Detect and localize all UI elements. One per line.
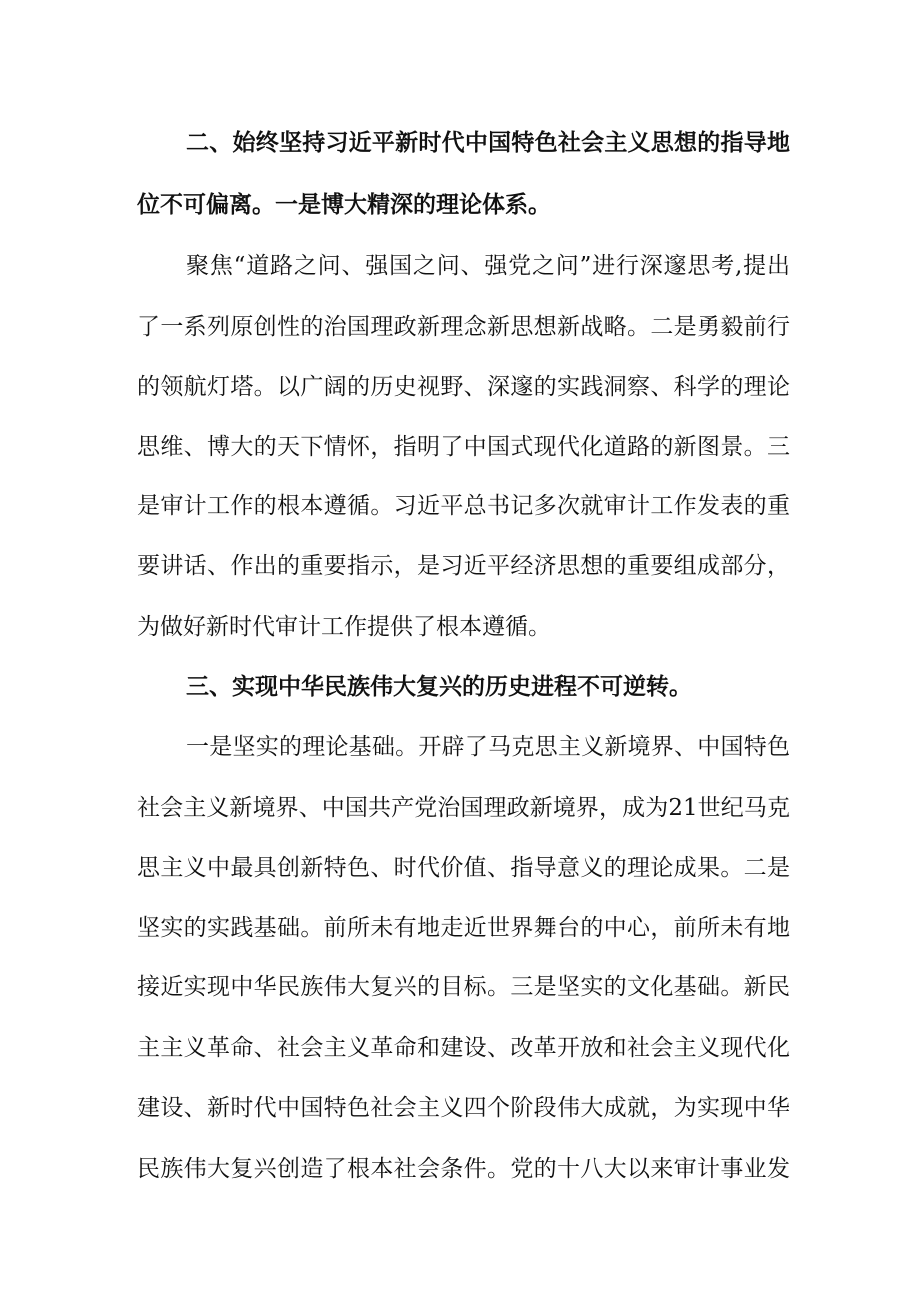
paragraph-line: 接近实现中华民族伟大复兴的目标。三是坚实的文化基础。新民 [137,974,790,1000]
paragraph-line: 思主义中最具创新特色、时代价值、指导意义的理论成果。二是 [137,855,790,881]
paragraph-line: 聚焦“道路之问、强国之问、强党之问”进行深邃思考,提出 [186,253,790,279]
paragraph-line: 的领航灯塔。以广阔的历史视野、深邃的实践洞察、科学的理论 [137,374,790,400]
paragraph-line: 思维、博大的天下情怀，指明了中国式现代化道路的新图景。三 [137,434,790,460]
paragraph-line: 一是坚实的理论基础。开辟了马克思主义新境界、中国特色 [186,734,790,760]
paragraph-line: 了一系列原创性的治国理政新理念新思想新战略。二是勇毅前行 [137,314,790,340]
heading-2-line-2: 位不可偏离。一是博大精深的理论体系。 [137,191,551,218]
paragraph-line: 坚实的实践基础。前所未有地走近世界舞台的中心，前所未有地 [137,915,790,941]
heading-3: 三、实现中华民族伟大复兴的历史进程不可逆转。 [186,673,692,700]
heading-2-line-1: 二、始终坚持习近平新时代中国特色社会主义思想的指导地 [186,129,790,156]
paragraph-line: 是审计工作的根本遵循。习近平总书记多次就审计工作发表的重 [137,493,790,519]
paragraph-line: 社会主义新境界、中国共产党治国理政新境界，成为21世纪马克 [137,795,790,821]
paragraph-line: 主主义革命、社会主义革命和建设、改革开放和社会主义现代化 [137,1035,790,1061]
paragraph-line: 为做好新时代审计工作提供了根本遵循。 [137,614,551,640]
paragraph-line: 要讲话、作出的重要指示，是习近平经济思想的重要组成部分， [137,553,790,579]
paragraph-line: 民族伟大复兴创造了根本社会条件。党的十八大以来审计事业发 [137,1156,790,1182]
paragraph-line: 建设、新时代中国特色社会主义四个阶段伟大成就，为实现中华 [137,1095,790,1121]
